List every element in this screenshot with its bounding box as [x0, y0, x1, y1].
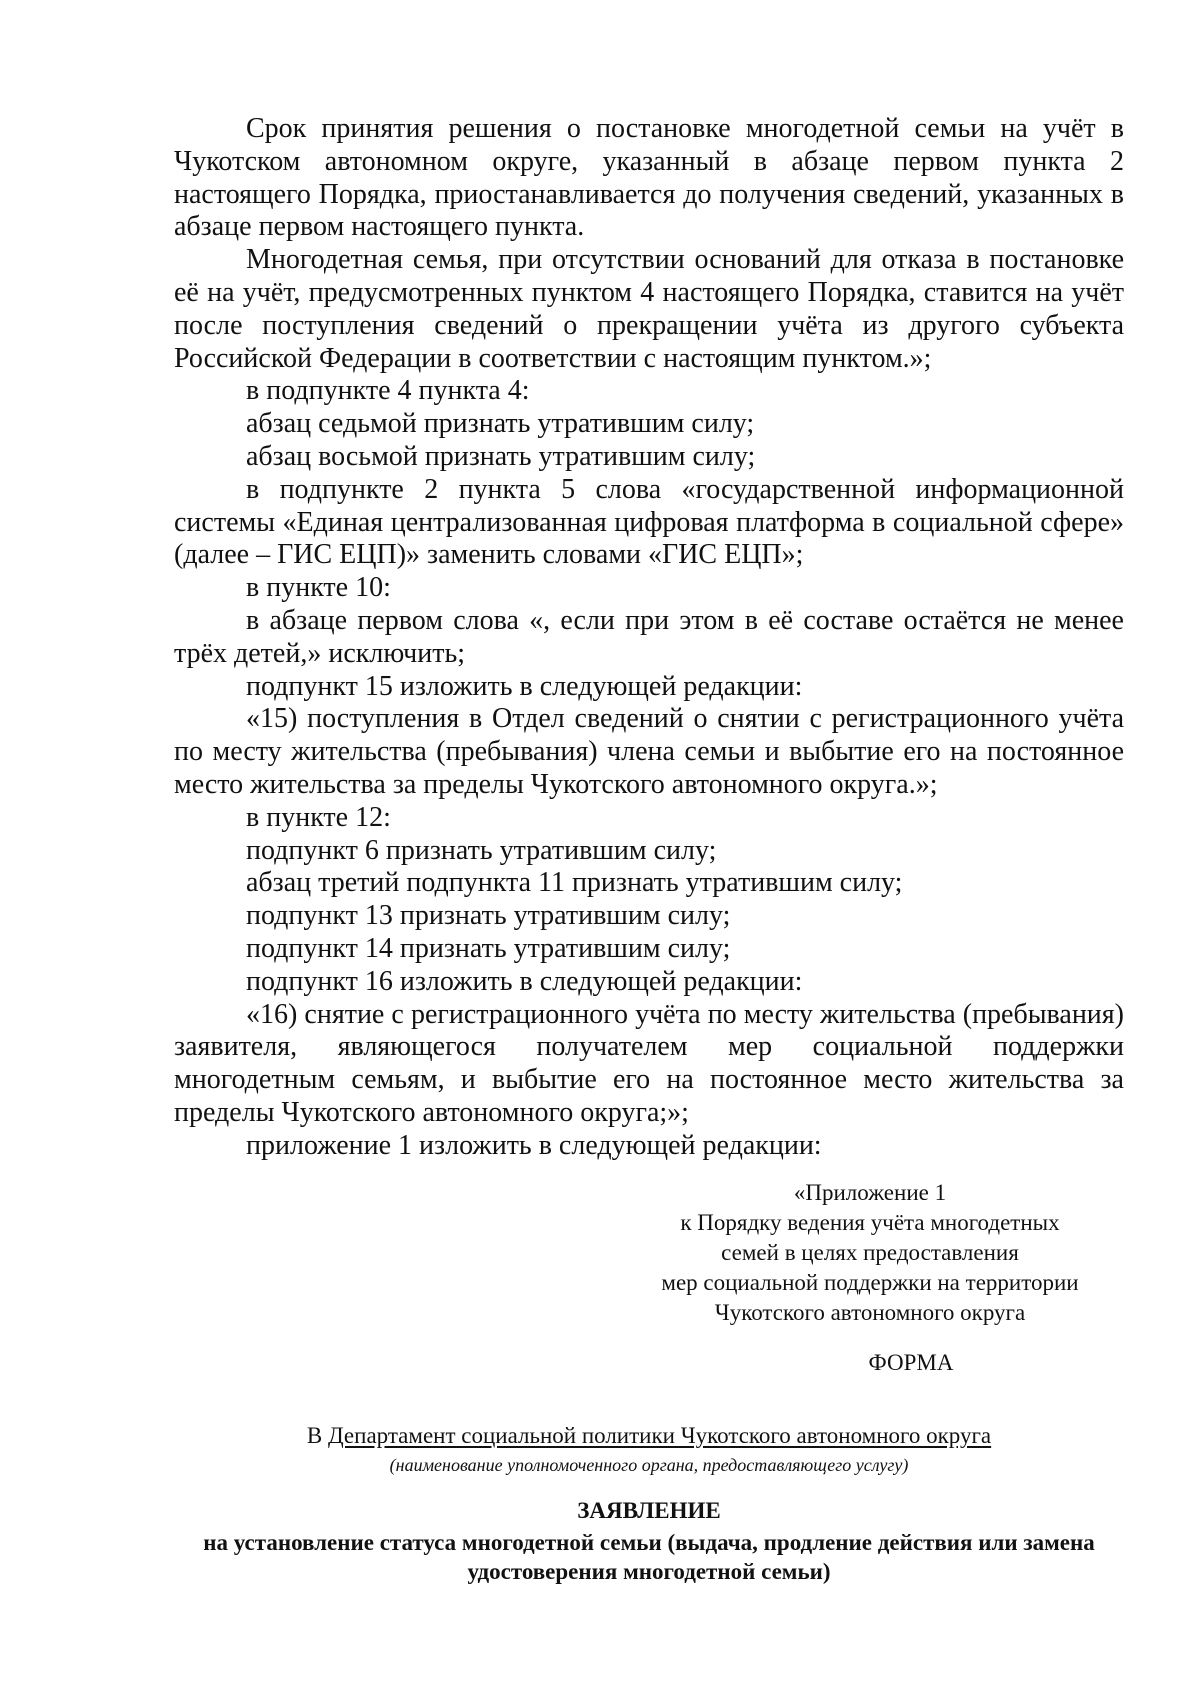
statement-subtitle-line: удостоверения многодетной семьи) — [467, 1559, 831, 1584]
paragraph: Многодетная семья, при отсутствии оснований для отказа в постановке её на учёт, предусмотренных пунктом 4 настоящего Порядка, ставится на учёт после поступления сведений о прекращении учёта из другого субъекта Российской Федерации в соответствии с настоящим пунктом.»; — [174, 244, 1124, 374]
amendment-text — [174, 113, 1124, 1163]
statement-subtitle — [174, 1528, 1124, 1586]
paragraph: в пункте 10: — [246, 572, 391, 604]
appendix-header — [660, 1178, 1080, 1328]
paragraph: «16) снятие с регистрационного учёта по месту жительства (пребывания) заявителя, являющегося получателем мер социальной поддержки многодетным семьям, и выбытие его на постоянное место жительства за пределы Чукотского автономного округа;»; — [174, 998, 1124, 1128]
paragraph: приложение 1 изложить в следующей редакции: — [246, 1129, 822, 1161]
paragraph: в подпункте 2 пункта 5 слова «государственной информационной системы «Единая централизованная цифровая платформа в социальной сфере» (далее – ГИС ЕЦП)» заменить словами «ГИС ЕЦП»; — [174, 473, 1124, 571]
department-prefix: В — [306, 1423, 328, 1448]
paragraph: «15) поступления в Отдел сведений о снятии с регистрационного учёта по месту жительства (пребывания) члена семьи и выбытие его на постоянное место жительства за пределы Чукотского автономного округа.»; — [174, 703, 1124, 800]
paragraph: абзац седьмой признать утратившим силу; — [246, 408, 755, 440]
appendix-line: мер социальной поддержки на территории — [661, 1270, 1079, 1295]
statement-subtitle-line: на установление статуса многодетной семьи (выдача, продление действия или замена — [203, 1530, 1095, 1555]
paragraph: в пункте 12: — [246, 801, 391, 833]
paragraph: подпункт 15 изложить в следующей редакции: — [246, 670, 803, 702]
statement-title: ЗАЯВЛЕНИЕ — [577, 1498, 721, 1523]
form-label: ФОРМА — [868, 1350, 954, 1375]
appendix-line: Чукотского автономного округа — [714, 1300, 1026, 1325]
paragraph: подпункт 6 признать утратившим силу; — [246, 834, 717, 866]
department-line — [174, 1423, 1124, 1449]
paragraph: в подпункте 4 пункта 4: — [246, 375, 530, 407]
paragraph: в абзаце первом слова «, если при этом в её составе остаётся не менее трёх детей,» исключить; — [174, 604, 1124, 669]
paragraph: абзац третий подпункта 11 признать утратившим силу; — [246, 867, 903, 899]
appendix-line: к Порядку ведения учёта многодетных — [680, 1210, 1060, 1235]
paragraph: подпункт 14 признать утратившим силу; — [246, 932, 731, 964]
appendix-line: «Приложение 1 — [793, 1180, 947, 1205]
department-caption: (наименование уполномоченного органа, предоставляющего услугу) — [389, 1455, 909, 1475]
paragraph: подпункт 16 изложить в следующей редакции: — [246, 965, 803, 997]
department-name: Департамент социальной политики Чукотского автономного округа — [327, 1423, 992, 1448]
paragraph: абзац восьмой признать утратившим силу; — [246, 440, 756, 472]
paragraph: Срок принятия решения о постановке многодетной семьи на учёт в Чукотском автономном округе, указанный в абзаце первом пункта 2 настоящего Порядка, приостанавливается до получения сведений, указанных в абзаце первом настоящего пункта. — [174, 113, 1124, 243]
appendix-line: семей в целях предоставления — [721, 1240, 1019, 1265]
paragraph: подпункт 13 признать утратившим силу; — [246, 900, 731, 932]
